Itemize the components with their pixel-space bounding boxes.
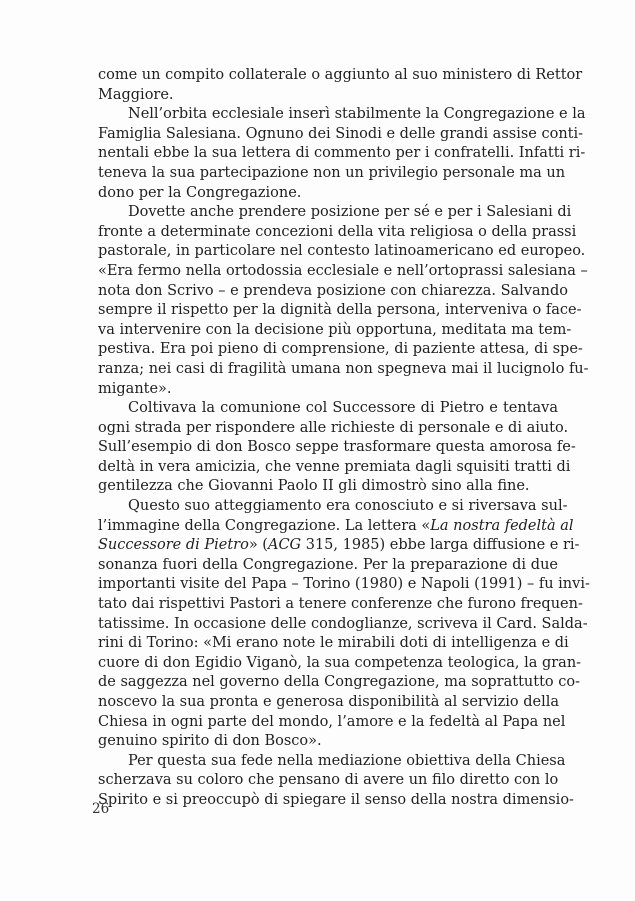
text-line: Per questa sua fede nella mediazione obiettiva della Chiesa — [128, 752, 566, 769]
text-line: Nell’orbita ecclesiale inserì stabilmente la Congregazione e la — [128, 106, 586, 123]
page-number: 26 — [92, 801, 110, 817]
text-line: tato dai rispettivi Pastori a tenere conferenze che furono frequen- — [98, 596, 583, 613]
text-line: de saggezza nel governo della Congregazione, ma soprattutto co- — [98, 674, 580, 691]
text-line: l’immagine della Congregazione. La lettera «La nostra fedeltà al — [98, 517, 574, 534]
text-line: teneva la sua partecipazione non un privilegio personale ma un — [98, 164, 566, 181]
text-line: «Era fermo nella ortodossia ecclesiale e nell’ortoprassi salesiana – — [98, 262, 588, 279]
text-line: gentilezza che Giovanni Paolo II gli dimostrò sino alla fine. — [98, 478, 530, 495]
text-line: pastorale, in particolare nel contesto latinoamericano ed europeo. — [98, 243, 586, 260]
text-line: tatissime. In occasione delle condoglianze, scriveva il Card. Salda- — [98, 615, 588, 632]
text-line: nentali ebbe la sua lettera di commento per i confratelli. Infatti ri- — [98, 145, 586, 162]
text-line: pestiva. Era poi pieno di comprensione, di paziente attesa, di spe- — [98, 341, 583, 358]
body-text — [98, 66, 590, 811]
text-line: va intervenire con la decisione più opportuna, meditata ma tem- — [98, 321, 572, 338]
text-line: Spirito e si preoccupò di spiegare il senso della nostra dimensio- — [98, 791, 574, 808]
text-line: importanti visite del Papa – Torino (1980) e Napoli (1991) – fu invi- — [98, 576, 590, 593]
text-line: genuino spirito di don Bosco». — [98, 733, 322, 750]
text-line: nota don Scrivo – e prendeva posizione con chiarezza. Salvando — [98, 282, 568, 299]
text-line: Chiesa in ogni parte del mondo, l’amore e la fedeltà al Papa nel — [98, 713, 566, 730]
text-line: come un compito collaterale o aggiunto al suo ministero di Rettor — [98, 67, 583, 83]
text-line: sempre il rispetto per la dignità della persona, interveniva o face- — [98, 302, 582, 319]
text-line: Famiglia Salesiana. Ognuno dei Sinodi e delle grandi assise conti- — [98, 125, 584, 142]
text-line: ranza; nei casi di fragilità umana non spegneva mai il lucignolo fu- — [98, 360, 589, 377]
text-line: Successore di Pietro» (ACG 315, 1985) ebbe larga diffusione e ri- — [98, 537, 580, 554]
text-line: Dovette anche prendere posizione per sé e per i Salesiani di — [128, 204, 572, 221]
text-line: deltà in vera amicizia, che venne premiata dagli squisiti tratti di — [98, 458, 571, 475]
text-line: migante». — [98, 380, 172, 397]
text-line: cuore di don Egidio Viganò, la sua competenza teologica, la gran- — [98, 654, 582, 671]
text-line: rini di Torino: «Mi erano note le mirabili doti di intelligenza e di — [98, 635, 569, 652]
text-line: sonanza fuori della Congregazione. Per la preparazione di due — [98, 556, 558, 573]
text-line: scherzava su coloro che pensano di avere un filo diretto con lo — [98, 772, 559, 789]
text-line: Sull’esempio di don Bosco seppe trasformare questa amorosa fe- — [98, 439, 576, 456]
text-line: fronte a determinate concezioni della vita religiosa o della prassi — [98, 223, 577, 240]
text-line: Questo suo atteggiamento era conosciuto e si riversava sul- — [128, 498, 568, 515]
text-line: Maggiore. — [98, 86, 174, 103]
text-line: noscevo la sua pronta e generosa disponibilità al servizio della — [98, 694, 560, 710]
text-line: dono per la Congregazione. — [98, 184, 302, 201]
text-line: Coltivava la comunione col Successore di Pietro e tentava — [128, 400, 558, 417]
text-line: ogni strada per rispondere alle richieste di personale e di aiuto. — [98, 419, 569, 436]
